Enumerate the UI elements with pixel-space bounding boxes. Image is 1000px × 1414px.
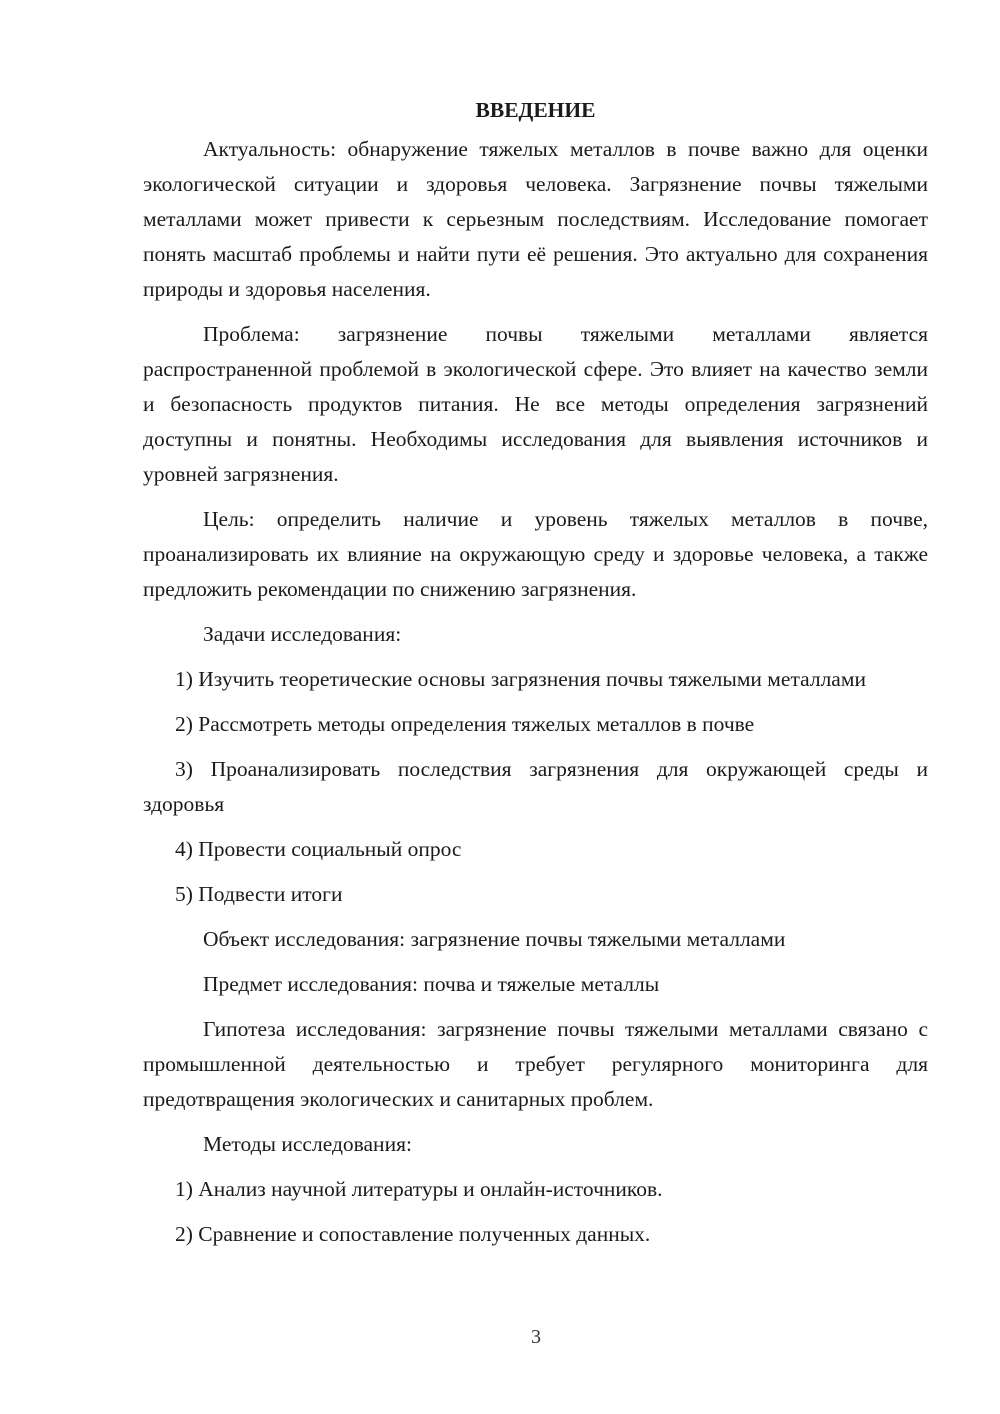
task-item-3: 3) Проанализировать последствия загрязнения для окружающей среды и здоровья <box>143 757 928 816</box>
task-item-5: 5) Подвести итоги <box>175 882 343 906</box>
method-item-1: 1) Анализ научной литературы и онлайн-источников. <box>175 1177 663 1201</box>
task-item-1: 1) Изучить теоретические основы загрязнения почвы тяжелыми металлами <box>175 667 866 691</box>
document-page <box>143 93 928 1262</box>
section-title: ВВЕДЕНИЕ <box>475 98 596 122</box>
subject-line: Предмет исследования: почва и тяжелые металлы <box>203 972 660 996</box>
task-item-2: 2) Рассмотреть методы определения тяжелых металлов в почве <box>175 712 755 736</box>
object-line: Объект исследования: загрязнение почвы тяжелыми металлами <box>203 927 786 951</box>
tasks-heading: Задачи исследования: <box>203 622 402 646</box>
method-item-2: 2) Сравнение и сопоставление полученных данных. <box>175 1222 651 1246</box>
task-item-4: 4) Провести социальный опрос <box>175 837 462 861</box>
hypothesis-paragraph: Гипотеза исследования: загрязнение почвы тяжелыми металлами связано с промышленной деятельностью и требует регулярного мониторинга для предотвращения экологических и санитарных проблем. <box>143 1017 928 1111</box>
problem-paragraph: Проблема: загрязнение почвы тяжелыми металлами является распространенной проблемой в экологической сфере. Это влияет на качество земли и безопасность продуктов питания. Не все методы определения загрязнений доступны и понятны. Необходимы исследования для выявления источников и уровней загрязнения. <box>143 322 928 486</box>
methods-heading: Методы исследования: <box>203 1132 412 1156</box>
page-number: 3 <box>531 1326 541 1348</box>
goal-paragraph: Цель: определить наличие и уровень тяжелых металлов в почве, проанализировать их влияние на окружающую среду и здоровье человека, а также предложить рекомендации по снижению загрязнения. <box>143 507 928 601</box>
relevance-paragraph: Актуальность: обнаружение тяжелых металлов в почве важно для оценки экологической ситуации и здоровья человека. Загрязнение почвы тяжелыми металлами может привести к серьезным последствиям. Исследование помогает понять масштаб проблемы и найти пути её решения. Это актуально для сохранения природы и здоровья населения. <box>143 137 928 301</box>
